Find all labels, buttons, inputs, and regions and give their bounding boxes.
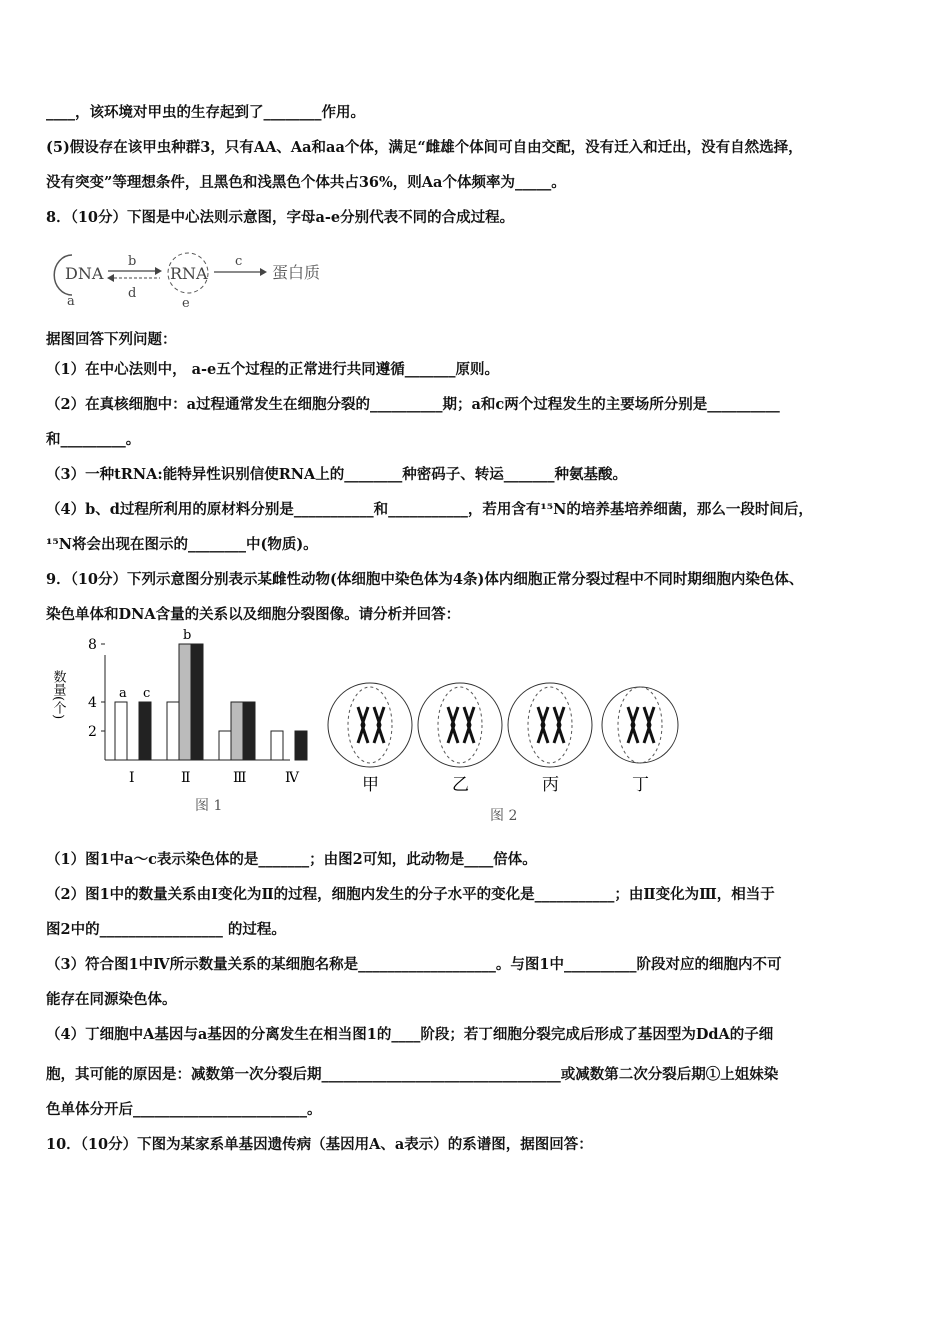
text-line: （1）在中心法则中， a-e五个过程的正常进行共同遵循_______原则。 (46, 361, 500, 378)
bar-a (115, 702, 127, 760)
text-line: （2）图1中的数量关系由Ⅰ变化为Ⅱ的过程，细胞内发生的分子水平的变化是___________；由Ⅱ变化为Ⅲ，相当于 (46, 886, 775, 903)
x-tick-label: Ⅳ (285, 770, 299, 786)
bar-b (179, 644, 191, 760)
text-line: （4）b、d过程所利用的原材料分别是___________和___________，若用含有¹⁵N的培养基培养细菌，那么一段时间后， (46, 501, 813, 518)
cell-label: 乙 (452, 775, 469, 795)
y-tick-label: 2 (88, 724, 97, 740)
text-line: 10．（10分）下图为某家系单基因遗传病（基因用A、a表示）的系谱图，据图回答： (46, 1136, 593, 1153)
y-tick-label: 8 (88, 637, 97, 653)
bar-c (191, 644, 203, 760)
x-tick-label: Ⅰ (129, 770, 135, 786)
bar-b (231, 702, 243, 760)
process-b: b (128, 254, 137, 269)
bar-a (271, 731, 283, 760)
figure1-bar-chart (50, 628, 300, 820)
process-a: a (67, 294, 75, 309)
process-c: c (235, 254, 243, 269)
central-dogma-diagram (50, 245, 350, 310)
text-line: 没有突变”等理想条件，且黑色和浅黑色个体共占36%，则Aa个体频率为_____。 (46, 174, 566, 191)
series-label: b (183, 628, 192, 643)
cell-label: 甲 (362, 775, 379, 795)
cell-1 (418, 683, 502, 767)
figure2-cell-diagrams (325, 680, 705, 824)
bar-c (243, 702, 255, 760)
series-label: c (143, 686, 151, 701)
bar-c (295, 731, 307, 760)
text-line: ____，该环境对甲虫的生存起到了________作用。 (46, 104, 365, 121)
x-tick-label: Ⅲ (233, 770, 247, 786)
bar-c (139, 702, 151, 760)
text-line: 和_________。 (46, 431, 141, 448)
figure1-caption: 图 1 (195, 798, 223, 814)
protein-label: 蛋白质 (272, 263, 321, 282)
bar-a (167, 702, 179, 760)
text-line: （3）符合图1中Ⅳ所示数量关系的某细胞名称是___________________。与图1中__________阶段对应的细胞内不可 (46, 956, 782, 973)
text-line: (5)假设存在该甲虫种群3，只有AA、Aa和aa个体，满足“雌雄个体间可自由交配，没有迁入和迁出，没有自然选择， (46, 139, 803, 156)
bar-a (219, 731, 231, 760)
y-axis-label: 数量(个) (50, 670, 66, 720)
text-line: 据图回答下列问题： (46, 331, 177, 348)
text-line: 9．（10分）下列示意图分别表示某雌性动物(体细胞中染色体为4条)体内细胞正常分裂过程中不同时期细胞内染色体、 (46, 571, 804, 588)
text-line: （4）丁细胞中A基因与a基因的分离发生在相当图1的____阶段；若丁细胞分裂完成后形成了基因型为DdA的子细 (46, 1026, 774, 1043)
x-tick-label: Ⅱ (181, 770, 191, 786)
dna-label: DNA (65, 264, 104, 283)
text-line: 图2中的_________________ 的过程。 (46, 921, 286, 938)
figure2-caption: 图 2 (490, 808, 518, 824)
cell-0 (328, 683, 412, 767)
rna-label: RNA (170, 264, 208, 283)
text-line: （1）图1中a～c表示染色体的是_______；由图2可知，此动物是____倍体。 (46, 851, 537, 868)
text-line: 色单体分开后________________________。 (46, 1101, 322, 1118)
text-line: 染色单体和DNA含量的关系以及细胞分裂图像。请分析并回答： (46, 606, 461, 623)
text-line: 能存在同源染色体。 (46, 991, 177, 1008)
cell-label: 丁 (632, 775, 649, 795)
text-line: （3）一种tRNA:能特异性识别信使RNA上的________种密码子、转运_______种氨基酸。 (46, 466, 627, 483)
series-label: a (119, 686, 127, 701)
text-line: 8．（10分）下图是中心法则示意图，字母a-e分别代表不同的合成过程。 (46, 209, 515, 226)
text-line: ¹⁵N将会出现在图示的________中(物质)。 (46, 536, 318, 553)
cell-3 (602, 687, 678, 763)
text-line: （2）在真核细胞中：a过程通常发生在细胞分裂的__________期；a和c两个过程发生的主要场所分别是__________ (46, 396, 780, 413)
cell-2 (508, 683, 592, 767)
process-e: e (182, 296, 190, 311)
y-tick-label: 4 (88, 695, 97, 711)
process-d: d (128, 286, 137, 301)
text-line: 胞，其可能的原因是：减数第一次分裂后期_________________________________或减数第二次分裂后期①上姐妹染 (46, 1066, 779, 1083)
cell-label: 丙 (542, 775, 559, 795)
